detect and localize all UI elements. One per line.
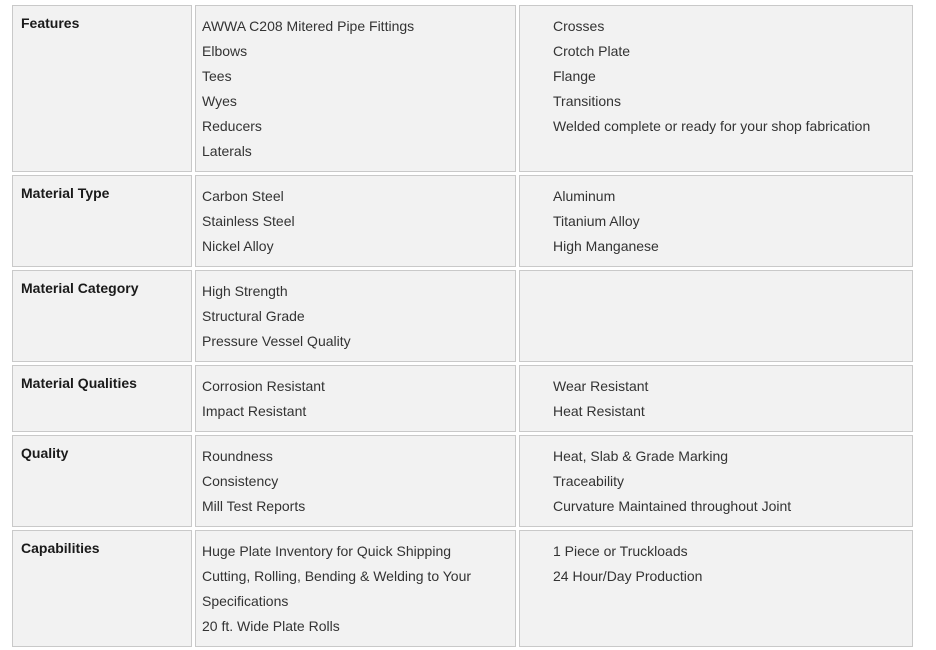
spec-label: Material Type bbox=[21, 185, 110, 201]
spec-value: Cutting, Rolling, Bending & Welding to Your Specifications bbox=[202, 568, 472, 609]
spec-value: Huge Plate Inventory for Quick Shipping bbox=[202, 543, 452, 559]
spec-value: Stainless Steel bbox=[202, 213, 295, 229]
spec-values-left bbox=[195, 175, 516, 267]
spec-value: Traceability bbox=[553, 473, 625, 489]
specs-table bbox=[9, 2, 916, 650]
spec-values-right bbox=[519, 270, 913, 362]
spec-value: Impact Resistant bbox=[202, 403, 307, 419]
spec-value: High Manganese bbox=[553, 238, 659, 254]
spec-values-left bbox=[195, 5, 516, 172]
spec-values-left bbox=[195, 365, 516, 432]
spec-label-cell bbox=[12, 175, 192, 267]
spec-value: Crosses bbox=[553, 18, 605, 34]
spec-value: Flange bbox=[553, 68, 596, 84]
spec-values-left bbox=[195, 435, 516, 527]
spec-values-left bbox=[195, 530, 516, 647]
spec-value: 1 Piece or Truckloads bbox=[553, 543, 688, 559]
spec-value: Roundness bbox=[202, 448, 273, 464]
spec-value: Heat, Slab & Grade Marking bbox=[553, 448, 729, 464]
spec-row bbox=[12, 270, 913, 362]
spec-value: Curvature Maintained throughout Joint bbox=[553, 498, 792, 514]
spec-value: Reducers bbox=[202, 118, 262, 134]
spec-values-right bbox=[519, 365, 913, 432]
spec-row bbox=[12, 530, 913, 647]
spec-value: Laterals bbox=[202, 143, 252, 159]
spec-label-cell bbox=[12, 365, 192, 432]
spec-value: AWWA C208 Mitered Pipe Fittings bbox=[202, 18, 415, 34]
spec-label-cell bbox=[12, 530, 192, 647]
spec-value: Wyes bbox=[202, 93, 237, 109]
spec-value: Nickel Alloy bbox=[202, 238, 274, 254]
spec-value: Titanium Alloy bbox=[553, 213, 640, 229]
spec-label: Material Qualities bbox=[21, 375, 137, 391]
spec-values-right bbox=[519, 5, 913, 172]
spec-values-left bbox=[195, 270, 516, 362]
spec-value: Mill Test Reports bbox=[202, 498, 306, 514]
spec-value: Welded complete or ready for your shop fabrication bbox=[553, 118, 871, 134]
specs-table-body bbox=[12, 5, 913, 647]
spec-label-cell bbox=[12, 435, 192, 527]
spec-label: Capabilities bbox=[21, 540, 100, 556]
spec-value: Wear Resistant bbox=[553, 378, 649, 394]
spec-value: Consistency bbox=[202, 473, 279, 489]
spec-label: Material Category bbox=[21, 280, 139, 296]
spec-value: Corrosion Resistant bbox=[202, 378, 325, 394]
spec-value: 20 ft. Wide Plate Rolls bbox=[202, 618, 340, 634]
spec-label: Quality bbox=[21, 445, 69, 461]
spec-row bbox=[12, 365, 913, 432]
spec-value: Crotch Plate bbox=[553, 43, 631, 59]
spec-value: Structural Grade bbox=[202, 308, 305, 324]
spec-value: Tees bbox=[202, 68, 232, 84]
spec-label-cell bbox=[12, 270, 192, 362]
spec-value: Elbows bbox=[202, 43, 248, 59]
spec-value: Transitions bbox=[553, 93, 621, 109]
spec-values-right bbox=[519, 175, 913, 267]
spec-row bbox=[12, 435, 913, 527]
spec-value: Aluminum bbox=[553, 188, 616, 204]
spec-label-cell bbox=[12, 5, 192, 172]
spec-value: Carbon Steel bbox=[202, 188, 284, 204]
spec-value: High Strength bbox=[202, 283, 288, 299]
spec-label: Features bbox=[21, 15, 80, 31]
spec-values-right bbox=[519, 435, 913, 527]
spec-value: Pressure Vessel Quality bbox=[202, 333, 351, 349]
spec-value: 24 Hour/Day Production bbox=[553, 568, 703, 584]
spec-row bbox=[12, 175, 913, 267]
spec-row bbox=[12, 5, 913, 172]
spec-values-right bbox=[519, 530, 913, 647]
spec-value: Heat Resistant bbox=[553, 403, 645, 419]
